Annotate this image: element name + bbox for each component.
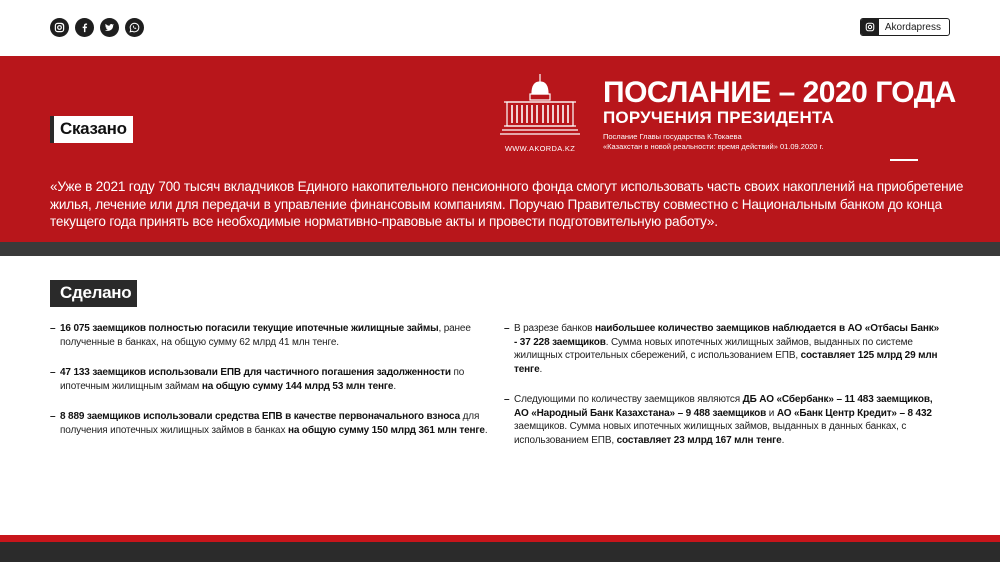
social-links <box>50 18 144 37</box>
item-text: заемщиков. Сумма новых ипотечных жилищных займов, выданных в данных банках, с использованием ЕПВ, <box>514 421 907 446</box>
item-highlight: на общую сумму 144 млрд 53 млн тенге <box>201 380 394 392</box>
item-text: . <box>781 434 785 446</box>
akordapress-badge[interactable] <box>860 18 950 36</box>
item-text: и <box>766 407 777 419</box>
item-highlight: наибольшее количество заемщиков наблюдается в АО «Отбасы Банк» - 37 228 заемщиков <box>514 323 940 348</box>
item-highlight: составляет 23 млрд 167 млн тенге <box>616 434 782 446</box>
item-text: . <box>539 363 543 375</box>
item-highlight: ДБ АО «Сбербанк» – 11 483 заемщиков, АО «Народный Банк Казахстана» – 9 488 заемщиков <box>514 394 933 419</box>
item-text: . <box>393 380 396 392</box>
page-subtitle: ПОРУЧЕНИЯ ПРЕЗИДЕНТА <box>603 108 834 127</box>
item-text: по ипотечным жилищным займам <box>60 367 465 392</box>
item-highlight: на общую сумму 150 млрд 361 млн тенге <box>287 424 485 436</box>
top-bar <box>0 0 1000 56</box>
done-right-column <box>504 322 944 464</box>
item-highlight: 8 889 заемщиков использовали средства ЕПВ в качестве первоначального взноса <box>60 411 460 422</box>
logo-site: WWW.AKORDA.KZ <box>504 144 576 153</box>
note-line-1: Послание Главы государства К.Токаева <box>603 132 742 141</box>
item-highlight: 47 133 заемщиков использовали ЕПВ для частичного погашения задолженности <box>60 367 451 378</box>
note-line-2: «Казахстан в новой реальности: время действий» 01.09.2020 г. <box>603 142 824 151</box>
footer-dark-bar <box>0 542 1000 562</box>
list-item: – Следующими по количеству заемщиков являются ДБ АО «Сбербанк» – 11 483 заемщиков, АО «Народный Банк Казахстана» – 9 488 заемщиков и АО «Банк Центр Кредит» – 8 432 заемщиков. Сумма новых ипотечных жилищных займов, выданных в данных банках, с использованием ЕПВ, составляет 23 млрд 167 млн тенге. <box>504 394 933 446</box>
item-text: . Сумма новых ипотечных жилищных займов, выданных по системе жилищных строительных сбережений, с использованием ЕПВ, <box>514 336 913 361</box>
whatsapp-icon[interactable] <box>125 18 144 37</box>
quote-text: «Уже в 2021 году 700 тысяч вкладчиков Единого накопительного пенсионного фонда смогут использовать часть своих накоплений на приобретение жилья, лечение или для передачи в управление финансовым компаниям. Поручаю Правительству совместно с Национальным банком до конца текущего года принять все необходимые нормативно-правовые акты и провести подготовительную работу». <box>50 179 964 229</box>
done-label: Сделано <box>50 280 137 307</box>
akorda-building-icon <box>499 72 581 138</box>
item-text: В разрезе банков <box>514 323 595 334</box>
title-block <box>603 78 963 152</box>
instagram-icon[interactable] <box>50 18 69 37</box>
item-highlight: 16 075 заемщиков полностью погасили текущие ипотечные жилищные займы <box>60 323 439 334</box>
twitter-icon[interactable] <box>100 18 119 37</box>
item-highlight: составляет 125 млрд 29 млн тенге <box>514 350 938 375</box>
title-underline <box>890 159 918 161</box>
akorda-logo <box>499 72 581 156</box>
item-text: . <box>484 424 488 436</box>
account-name: Akordapress <box>884 21 941 33</box>
divider-bar <box>0 242 1000 256</box>
item-text: для получения ипотечных жилищных займов в банках <box>60 411 480 436</box>
item-text: , ранее полученные в банках, на общую сумму 62 млрд 41 млн тенге. <box>60 323 471 348</box>
list-item: – В разрезе банков наибольшее количество заемщиков наблюдается в АО «Отбасы Банк» - 37 228 заемщиков. Сумма новых ипотечных жилищных займов, выданных по системе жилищных строительных сбережений, с использованием ЕПВ, составляет 125 млрд 29 млн тенге. <box>504 323 940 375</box>
item-highlight: АО «Банк Центр Кредит» – 8 432 <box>776 407 932 419</box>
page-title: ПОСЛАНИЕ – 2020 ГОДА <box>603 76 956 109</box>
list-item: – 8 889 заемщиков использовали средства ЕПВ в качестве первоначального взноса для получения ипотечных жилищных займов в банках на общую сумму 150 млрд 361 млн тенге. <box>50 411 488 436</box>
list-item: – 16 075 заемщиков полностью погасили текущие ипотечные жилищные займы, ранее полученные в банках, на общую сумму 62 млрд 41 млн тенге. <box>50 323 471 348</box>
list-item: – 47 133 заемщиков использовали ЕПВ для частичного погашения задолженности по ипотечным жилищным займам на общую сумму 144 млрд 53 млн тенге. <box>50 367 465 392</box>
item-text: Следующими по количеству заемщиков являются <box>514 394 743 405</box>
done-left-column <box>50 322 490 454</box>
said-label: Сказано <box>50 116 133 143</box>
footer-red-bar <box>0 535 1000 542</box>
instagram-icon <box>861 18 879 36</box>
facebook-icon[interactable] <box>75 18 94 37</box>
